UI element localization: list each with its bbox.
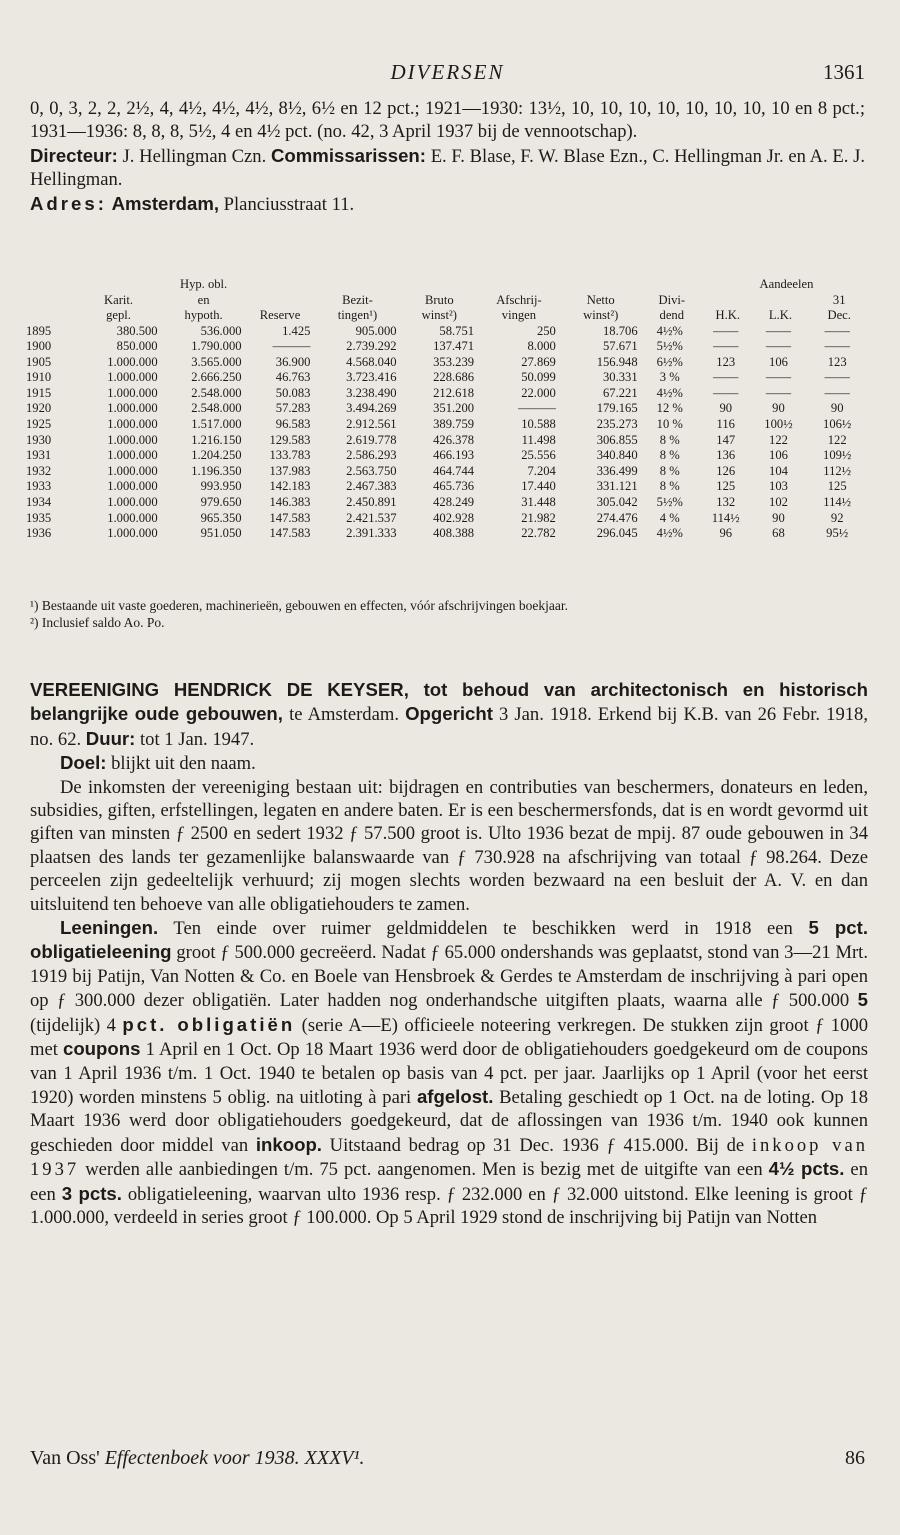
table-cell: 1.000.000 [107, 479, 158, 494]
table-cell: —— [765, 370, 792, 385]
table-cell: 3.723.416 [346, 370, 397, 385]
col-aandeelen-header: Aandeelen [759, 277, 814, 291]
table-cell: 4 % [659, 510, 680, 525]
adres-line [30, 192, 865, 216]
table-cell: 428.249 [433, 495, 475, 510]
entry-section [30, 678, 868, 1229]
table-cell: 1.000.000 [107, 510, 158, 525]
table-cell: 296.045 [596, 526, 638, 541]
table-cell: 18.706 [603, 323, 638, 338]
table-cell: 100½ [764, 417, 793, 432]
text-run: 1 April en 1 Oct. Op 18 Maart 1936 werd door de obligatiehouders goedgekeurd om de coupons van 1 April 1936 t/m. 1 Oct. 1940 te betalen op basis van 4 pct. per jaar. Jaarlijks op 1 April (voor het eerst 1920) worden minstens 5 oblig. na uitloting à pari [30, 1039, 868, 1108]
col-karit-header: Karit. [104, 292, 134, 307]
directeur-value: J. Hellingman Czn. [117, 145, 271, 167]
table-cell: 132 [716, 495, 736, 510]
table-cell: 4½% [656, 323, 683, 338]
table-cell: 137.983 [269, 463, 311, 478]
table-cell: 106 [769, 354, 788, 369]
table-cell: 340.840 [596, 448, 638, 463]
table-cell: —— [824, 323, 850, 338]
table-cell: 965.350 [200, 510, 242, 525]
table-cell: 306.855 [596, 432, 638, 447]
table-cell: 1.204.250 [191, 448, 242, 463]
col-vingen-header: vingen [501, 308, 537, 322]
table-cell: 1915 [26, 385, 52, 400]
table-cell: 228.686 [433, 370, 475, 385]
table-cell: —— [765, 339, 792, 354]
table-cell: 6½% [656, 354, 683, 369]
table-cell: 116 [716, 417, 735, 432]
table-cell: 408.388 [433, 526, 475, 541]
text-run: werden alle aanbiedingen t/m. 75 pct. aangenomen. Men is bezig met de uitgifte van een [79, 1159, 769, 1181]
footer-book-title: Effectenboek voor 1938. XXXV¹. [104, 1447, 365, 1469]
table-cell: 464.744 [433, 463, 475, 478]
page-number: 1361 [823, 60, 865, 84]
table-cell: 336.499 [596, 463, 638, 478]
table-cell: 125 [827, 479, 847, 494]
table-header-row-bottom [26, 308, 871, 324]
commissarissen-label: Commissarissen: [270, 144, 426, 166]
table-cell: 1.000.000 [107, 354, 158, 369]
table-cell: 92 [830, 510, 844, 525]
table-cell: 96 [719, 526, 733, 541]
table-row [26, 479, 871, 495]
table-cell: 142.183 [269, 479, 311, 494]
table-cell: 103 [769, 479, 788, 494]
adres-value: Planciusstraat 11. [219, 193, 355, 215]
table-cell: 3 % [659, 370, 680, 385]
table-cell: 1.000.000 [107, 526, 158, 541]
table-cell: 979.650 [200, 495, 242, 510]
table-cell: 5½% [656, 339, 683, 354]
table-cell: 2.619.778 [346, 432, 397, 447]
table-cell: 57.283 [275, 401, 311, 416]
table-cell: 1905 [26, 354, 52, 369]
table-cell: 2.548.000 [191, 401, 242, 416]
table-row [26, 433, 871, 449]
text-run: (tijdelijk) 4 [30, 1014, 123, 1036]
table-cell: 1.000.000 [107, 448, 158, 463]
text-run: en een [30, 1159, 868, 1205]
table-cell: 466.193 [433, 448, 475, 463]
table-cell: 112½ [823, 463, 852, 478]
spaced-run: inkoop van 1937 [30, 1134, 868, 1181]
directeur-line [30, 144, 865, 192]
table-cell: 1935 [26, 510, 52, 525]
table-row [26, 464, 871, 480]
entry-heading [30, 678, 868, 751]
text-run: Betaling geschiedt op 1 Oct. na de loting. Op 18 Maart 1936 werd door obligatiehouders goedgekeurd, dat de aflossingen van 1936 t/m. 1940 ook kunnen geschieden door middel van [30, 1086, 868, 1156]
table-row [26, 370, 871, 386]
table-cell: 1.000.000 [107, 463, 158, 478]
col-bezit-header: Bezit- [342, 292, 373, 307]
table-cell: 27.869 [521, 354, 556, 369]
table-cell: 7.204 [527, 463, 556, 478]
footer-publisher: Van Oss' [30, 1447, 105, 1469]
table-cell: 2.450.891 [346, 495, 397, 510]
table-cell: 274.476 [596, 510, 638, 525]
table-cell: 1925 [26, 417, 52, 432]
intro-section [30, 97, 865, 216]
table-cell: 1.196.350 [191, 463, 242, 478]
directeur-label: Directeur: [30, 144, 118, 166]
table-cell: 1.000.000 [107, 385, 158, 400]
col-netto-header: Netto [586, 292, 615, 307]
table-cell: 17.440 [521, 479, 556, 494]
table-cell: 137.471 [433, 339, 475, 354]
bold-run: 3 pcts. [61, 1182, 122, 1204]
table-cell: 1.000.000 [107, 401, 158, 416]
table-cell: 8.000 [527, 339, 556, 354]
table-cell: 8 % [659, 463, 680, 478]
table-cell: 2.563.750 [346, 463, 397, 478]
duur-label: Duur: [85, 727, 136, 749]
table-cell: —— [713, 385, 739, 400]
table-cell: 2.586.293 [346, 448, 397, 463]
table-row [26, 324, 871, 340]
leeningen-label: Leeningen. [60, 917, 159, 939]
table-cell: 1931 [26, 448, 52, 463]
table-cell: 4½% [656, 526, 683, 541]
table-cell: 104 [769, 463, 788, 478]
bold-run: 5 [857, 989, 868, 1011]
table-cell: 1936 [26, 526, 52, 541]
table-cell: 8 % [659, 432, 680, 447]
entry-duration: tot 1 Jan. 1947. [135, 728, 255, 750]
text-run: obligatieleening, waarvan ulto 1936 resp. ƒ 232.000 en ƒ 32.000 uitstond. Elke leening is groot ƒ 1.000.000, verdeeld in series groot ƒ 100.000. Op 5 April 1929 stond de inschrijving bij Patijn van Notten [30, 1183, 868, 1228]
table-cell: 3.238.490 [346, 385, 397, 400]
table-cell: 10.588 [521, 417, 556, 432]
table-cell: 305.042 [596, 495, 638, 510]
table-cell: 36.900 [275, 354, 311, 369]
running-title: DIVERSEN [390, 60, 505, 84]
col-nettowinst-header: winst²) [583, 308, 619, 322]
footer-sheet-number: 86 [845, 1447, 865, 1469]
table-cell: 90 [772, 401, 785, 416]
table-cell: 2.739.292 [346, 339, 397, 354]
table-cell: 12 % [656, 401, 683, 416]
opgericht-label: Opgericht [405, 703, 493, 725]
table-header-row-mid [26, 293, 871, 309]
table-cell: 95½ [826, 526, 849, 541]
table-cell: 50.083 [275, 385, 311, 400]
table-cell: 402.928 [433, 510, 475, 525]
col-divi-header: Divi- [658, 292, 686, 307]
col-gepl-header: gepl. [106, 308, 131, 322]
col-bruto-header: Bruto [424, 292, 454, 307]
text-run: (serie A—E) officieele noteering verkregen. De stukken zijn groot ƒ 1000 met [30, 1014, 868, 1061]
adres-label: Adres: [30, 192, 107, 214]
col-dend-header: dend [659, 308, 685, 322]
table-cell: 1930 [26, 432, 52, 447]
col-winst-header: winst²) [421, 308, 457, 322]
table-row [26, 355, 871, 371]
table-cell: 426.378 [433, 432, 475, 447]
table-cell: 122 [827, 432, 847, 447]
col-en-header: en [197, 292, 210, 307]
table-row [26, 448, 871, 464]
dividend-history: 0, 0, 3, 2, 2, 2½, 4, 4½, 4½, 4½, 8½, 6½ en 12 pct.; 1921—1930: 13½, 10, 10, 10, 10, 10, 10, 10, 10 en 8 pct.; 1931—1936: 8, 8, 8, 5½, 4 en 4½ pct. (no. 42, 3 April 1937 bij de vennootschap). [30, 98, 865, 143]
table-row [26, 526, 871, 542]
table-cell: 106 [769, 448, 788, 463]
table-cell: 11.498 [521, 432, 556, 447]
leeningen-paragraph [30, 916, 868, 1229]
table-cell: 1932 [26, 463, 52, 478]
table-cell: 331.121 [596, 479, 638, 494]
table-cell: 380.500 [116, 323, 158, 338]
page-header [30, 60, 865, 90]
table-row [26, 417, 871, 433]
table-row [26, 511, 871, 527]
table-cell: 50.099 [521, 370, 556, 385]
table-cell: 1.000.000 [107, 370, 158, 385]
table-body [26, 324, 871, 542]
table-cell: 57.671 [603, 339, 638, 354]
table-cell: 146.383 [269, 495, 311, 510]
col-reserve-header: Reserve [259, 308, 301, 322]
table-cell: 123 [827, 354, 847, 369]
table-cell: 25.556 [521, 448, 556, 463]
table-header-row-top [26, 277, 871, 293]
table-cell: —— [713, 339, 739, 354]
table-cell: —— [765, 385, 792, 400]
table-cell: 1.000.000 [107, 417, 158, 432]
table-cell: 353.239 [433, 354, 475, 369]
table-cell: 22.782 [521, 526, 556, 541]
table-cell: 1933 [26, 479, 52, 494]
table-cell: 212.618 [433, 385, 475, 400]
bold-run: coupons [62, 1038, 141, 1060]
table-cell: 106½ [823, 417, 852, 432]
table-cell: 905.000 [355, 323, 397, 338]
table-cell: 250 [536, 323, 556, 338]
table-cell: 22.000 [521, 385, 556, 400]
table-cell: 351.200 [433, 401, 475, 416]
table-cell: 389.759 [433, 417, 475, 432]
table-cell: 114½ [823, 495, 852, 510]
table-cell: 30.331 [603, 370, 638, 385]
col-dec31-header: 31 [832, 292, 846, 307]
table-cell: 2.548.000 [191, 385, 242, 400]
table-cell: 2.467.383 [346, 479, 397, 494]
table-row [26, 401, 871, 417]
text-run: Ten einde over ruimer geldmiddelen te beschikken werd in 1918 een [158, 918, 809, 940]
table-cell: 1.425 [282, 323, 311, 338]
col-lk-header: L.K. [768, 308, 793, 322]
table-cell: 10 % [656, 417, 683, 432]
table-cell: 2.421.537 [346, 510, 397, 525]
table-row [26, 386, 871, 402]
table-cell: 4½% [656, 385, 683, 400]
table-row [26, 339, 871, 355]
table-cell: 1.216.150 [191, 432, 242, 447]
table-cell: 147 [716, 432, 736, 447]
page-footer [30, 1447, 865, 1477]
table-cell: 123 [716, 354, 736, 369]
table-cell: 5½% [656, 495, 683, 510]
text-run: groot ƒ 500.000 gecreëerd. Nadat ƒ 65.000 ondershands was geplaatst, stond van 3—21 Mrt. 1919 bij Patijn, Van Notten & Co. en Boele van Hensbroek & Gerdes te Amsterdam de inschrijving à pari open op ƒ 300.000 dezer obligatiën. Later hadden nog onderhandsche uitgiften plaats, waarna alle ƒ 500.000 [30, 942, 868, 1012]
table-cell: 1.517.000 [191, 417, 242, 432]
table-cell: —— [713, 370, 739, 385]
table-cell: 68 [772, 526, 785, 541]
table-cell: 147.583 [269, 526, 311, 541]
table-cell: 2.666.250 [191, 370, 242, 385]
table-cell: 3.565.000 [191, 354, 242, 369]
table-cell: 1900 [26, 339, 52, 354]
table-cell: 2.912.561 [346, 417, 397, 432]
table-cell: 46.763 [275, 370, 311, 385]
table-cell: 122 [769, 432, 788, 447]
table-cell: 31.448 [521, 495, 556, 510]
table-cell: 136 [716, 448, 736, 463]
table-cell: ——— [272, 339, 311, 354]
table-cell: 90 [772, 510, 785, 525]
table-cell: 1.000.000 [107, 495, 158, 510]
col-hypoth-header: hypoth. [184, 308, 223, 322]
table-cell: 96.583 [275, 417, 311, 432]
table-cell: 67.221 [603, 385, 638, 400]
entry-location: te Amsterdam. [282, 704, 406, 726]
doel-value: blijkt uit den naam. [106, 753, 256, 775]
table-cell: 3.494.269 [346, 401, 397, 416]
adres-city: Amsterdam, [111, 192, 220, 214]
table-cell: 179.165 [596, 401, 638, 416]
financial-table [26, 277, 871, 542]
table-cell: 133.783 [269, 448, 311, 463]
col-hyp-header: Hyp. obl. [179, 277, 228, 291]
footer-source [30, 1447, 365, 1470]
col-afschrij-header: Afschrij- [496, 292, 542, 307]
table-cell: 951.050 [200, 526, 242, 541]
table-row [26, 495, 871, 511]
table-cell: 90 [830, 401, 844, 416]
table-cell: 1.790.000 [191, 339, 242, 354]
table-cell: 465.736 [433, 479, 475, 494]
table-cell: 1895 [26, 323, 52, 338]
table-cell: 1910 [26, 370, 52, 385]
footnotes [30, 598, 870, 631]
bold-run: afgelost. [416, 1085, 494, 1107]
table-cell: 8 % [659, 479, 680, 494]
table-cell: 993.950 [200, 479, 242, 494]
income-paragraph: De inkomsten der vereeniging bestaan uit: bijdragen en contributies van beschermers, donateurs en leden, subsidies, giften, erfstellingen, legaten en andere baten. Er is een beschermersfonds, dat is en wordt gevormd uit giften van minsten ƒ 2500 en sedert 1932 ƒ 57.500 groot is. Ulto 1936 bezat de mpij. 87 oude gebouwen in 34 plaatsen des lands ter gezamenlijke balanswaarde van ƒ 730.928 na afschrijving van totaal ƒ 98.264. Deze perceelen zijn gedeeltelijk verhuurd; zij mogen slechts worden bezwaard na een besluit der A. V. en dan uitsluitend ten behoeve van alle obligatiehouders te zamen. [30, 776, 868, 915]
entry-title: VEREENIGING HENDRICK DE KEYSER, tot behoud van architectonisch en historisch belangrijke oude gebouwen, [30, 679, 868, 725]
table-cell: 125 [716, 479, 736, 494]
table-cell: 235.273 [596, 417, 638, 432]
table-cell: 1934 [26, 495, 52, 510]
table-cell: 147.583 [269, 510, 311, 525]
bold-run: inkoop. [255, 1133, 322, 1155]
text-run: Uitstaand bedrag op 31 Dec. 1936 ƒ 415.000. Bij de [321, 1134, 752, 1156]
entry-founding: 3 Jan. 1918. Erkend bij K.B. van 26 Febr. 1918, no. 62. [30, 704, 868, 750]
table-cell: 109½ [823, 448, 852, 463]
table-cell: 102 [769, 495, 788, 510]
table-cell: 21.982 [521, 510, 556, 525]
table-cell: 126 [716, 463, 736, 478]
commissarissen-value: E. F. Blase, F. W. Blase Ezn., C. Hellingman Jr. en A. E. J. Hellingman. [30, 145, 865, 191]
table-cell: —— [824, 339, 850, 354]
table-cell: 58.751 [439, 323, 475, 338]
table-cell: —— [765, 323, 792, 338]
bold-run: 4½ pcts. [768, 1158, 845, 1180]
col-tingen-header: tingen¹) [337, 308, 378, 322]
table-cell: ——— [518, 401, 556, 416]
table-cell: 4.568.040 [346, 354, 397, 369]
footnote-2: ²) Inclusief saldo Ao. Po. [30, 614, 165, 630]
table-cell: 114½ [711, 510, 740, 525]
table-cell: 2.391.333 [346, 526, 397, 541]
doel-label: Doel: [60, 752, 107, 774]
table-cell: 536.000 [200, 323, 242, 338]
bold-run: 5 pct. obligatieleening [30, 917, 868, 963]
table-cell: 850.000 [116, 339, 158, 354]
table-cell: —— [824, 385, 850, 400]
table-cell: 90 [719, 401, 733, 416]
table-cell: 1.000.000 [107, 432, 158, 447]
table-cell: 8 % [659, 448, 680, 463]
spaced-bold-run: pct. obligatiën [122, 1013, 296, 1035]
doel-line [30, 751, 868, 775]
table-cell: 156.948 [596, 354, 638, 369]
table-cell: 1920 [26, 401, 52, 416]
table-cell: —— [824, 370, 850, 385]
col-hk-header: H.K. [715, 308, 740, 322]
table-cell: 129.583 [269, 432, 311, 447]
col-dec-header: Dec. [827, 308, 851, 322]
footnote-1: ¹) Bestaande uit vaste goederen, machinerieën, gebouwen en effecten, vóór afschrijvingen boekjaar. [30, 598, 568, 613]
table-cell: —— [713, 323, 739, 338]
